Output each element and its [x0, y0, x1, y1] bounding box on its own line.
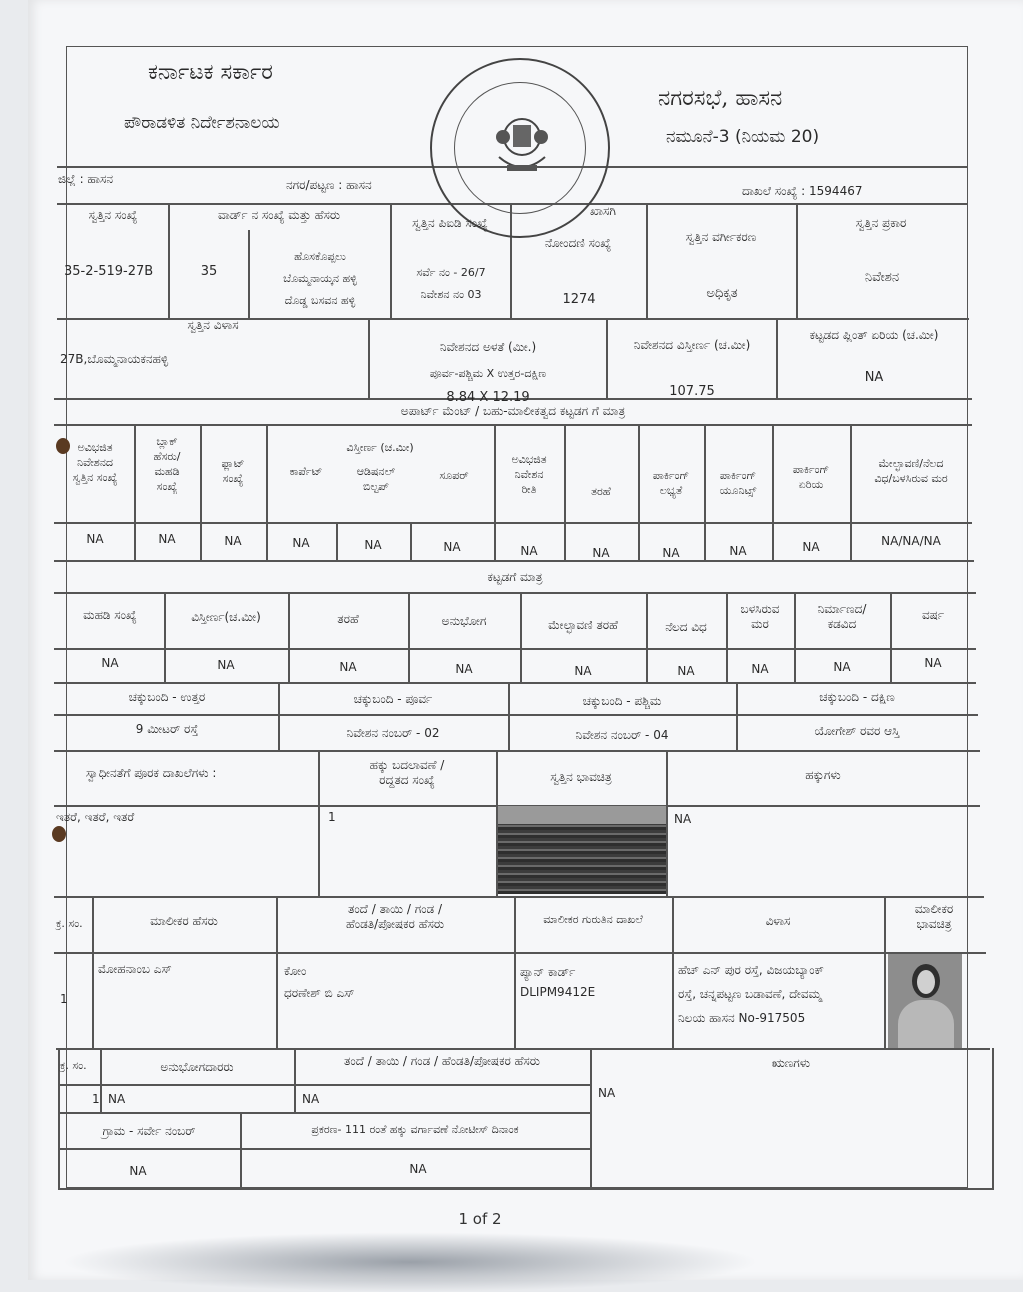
rule [54, 592, 976, 594]
district-label: ಜಿಲ್ಲೆ : ಹಾಸನ [58, 172, 114, 186]
col-header: ಮೇಲ್ಛಾವಣಿ ತರಹೆ [548, 618, 618, 632]
table-cell: NA [101, 656, 119, 670]
rule [992, 1048, 994, 1188]
rule [56, 1048, 990, 1050]
owner-photo [888, 954, 962, 1048]
city-label: ನಗರ/ಪಟ್ಟಣ : ಹಾಸನ [286, 178, 372, 192]
govt-title: ಕರ್ನಾಟಕ ಸರ್ಕಾರ [148, 60, 273, 85]
change-number: 1 [328, 810, 336, 824]
table-cell: NA [592, 546, 610, 560]
rule [58, 1084, 590, 1086]
occupant-name: NA [108, 1092, 126, 1106]
col-header: ಸ್ವತ್ತಿನ ವರ್ಗೀಕರಣ [685, 230, 757, 244]
notice-date: NA [409, 1162, 427, 1176]
table-cell: NA [158, 532, 176, 546]
table-cell: NA [924, 656, 942, 670]
rights-value: NA [674, 812, 692, 826]
boundary-east: ನಿವೇಶನ ನಂಬರ್ - 02 [346, 726, 440, 740]
col-header: ಸ್ವತ್ತಿನ ವಿಳಾಸ [187, 318, 239, 332]
property-number: 35-2-519-27B [64, 264, 154, 279]
liabilities-value: NA [598, 1086, 616, 1100]
site-area: 107.75 [669, 384, 715, 399]
table-cell: NA [339, 660, 357, 674]
punch-hole [52, 826, 66, 842]
rule [54, 424, 972, 426]
plinth-area: NA [864, 370, 884, 385]
col-header: ಸ್ವತ್ತಿನ ಸಂಖ್ಯೆ [88, 208, 138, 222]
official-seal [430, 58, 610, 238]
col-header: ತಂದೆ / ತಾಯಿ / ಗಂಡ / ಹೆಂಡತಿ/ಪೋಷಕರ ಹೆಸರು [345, 902, 445, 931]
table-cell: NA [443, 540, 461, 554]
table-cell: NA [729, 544, 747, 558]
ownership-type: ಖಾಸಗಿ [590, 204, 616, 218]
col-header: ಚಕ್ಕುಬಂದಿ - ಉತ್ತರ [128, 690, 206, 704]
col-header: ಆಡಿಷನಲ್ ಬಿಲ್ಟಪ್ [356, 465, 396, 493]
table-cell: NA [292, 536, 310, 550]
table-cell: NA [86, 532, 104, 546]
property-type: ನಿವೇಶನ [864, 270, 900, 285]
col-header: ಅವಿಭಜಿತ ನಿವೇಶನದ ಸ್ವತ್ತಿನ ಸಂಖ್ಯೆ [72, 441, 118, 484]
table-cell: NA [802, 540, 820, 554]
col-header: ಸ್ವತ್ತಿನ ಪ್ರಕಾರ [855, 216, 907, 230]
col-header: ಮೇಲ್ಛಾವಣಿ/ನೆಲದ ವಿಧ/ಬಳಸಿರುವ ಮರ [874, 457, 948, 485]
supporting-documents: ಇತರೆ, ಇತರೆ, ಇತರೆ [56, 810, 135, 824]
table-cell: NA [520, 544, 538, 558]
table-cell: NA [455, 662, 473, 676]
owner-serial: 1 [60, 992, 68, 1006]
col-header: ನೆಲದ ವಿಧ [665, 620, 707, 634]
col-header: ನೋಂದಣಿ ಸಂಖ್ಯೆ [544, 236, 612, 250]
col-header: ತರಹೆ [337, 612, 359, 626]
page-number: 1 of 2 [458, 1210, 502, 1228]
col-header: ಮಹಡಿ ಸಂಖ್ಯೆ [83, 608, 137, 622]
rule [54, 896, 984, 898]
col-header: ಪಾರ್ಕಿಂಗ್ ಯೂನಿಟ್ಸ್ [719, 469, 757, 497]
col-header: ಮಾಲೀಕರ ಭಾವಚಿತ್ರ [914, 902, 954, 931]
col-header: ಫ್ಲಾಟ್ ಸಂಖ್ಯೆ [221, 457, 245, 485]
form-number: ನಮೂನೆ-3 (ನಿಯಮ 20) [666, 127, 820, 147]
rule [54, 952, 986, 954]
owner-id-document: ಪ್ಯಾನ್ ಕಾರ್ಡ್ DLIPM9412E [520, 965, 596, 999]
section-title: ಅಪಾರ್ಟ್ ಮೆಂಟ್ / ಬಹು-ಮಾಲೀಕತ್ವದ ಕಟ್ಟಡಗ ಗೆ ಮಾತ್ರ [400, 404, 626, 418]
col-header: ತಂದೆ / ತಾಯಿ / ಗಂಡ / ಹೆಂಡತಿ/ಪೋಷಕರ ಹೆಸರು [344, 1054, 540, 1068]
col-header: ಚಕ್ಕುಬಂದಿ - ಪೂರ್ವ [353, 692, 433, 706]
table-cell: NA [751, 662, 769, 676]
col-header: ತರಹೆ [591, 485, 611, 498]
col-header: ವಾರ್ಡ್ ನ ಸಂಖ್ಯೆ ಮತ್ತು ಹೆಸರು [217, 208, 341, 222]
col-header: ಪಾರ್ಕಿಂಗ್ ಲಭ್ಯತೆ [652, 469, 690, 497]
col-header: ನಿವೇಶನದ ವಿಸ್ತೀರ್ಣ (ಚ.ಮೀ) [633, 338, 751, 352]
col-header: ನಿವೇಶನದ ಅಳತೆ (ಮೀ.) [439, 340, 537, 354]
table-cell: NA [217, 658, 235, 672]
rule [368, 318, 370, 398]
dimension-label: ಪೂರ್ವ-ಪಶ್ಚಿಮ X ಉತ್ತರ-ದಕ್ಷಿಣ [429, 367, 547, 380]
boundary-south: ಯೋಗೇಶ್ ರವರ ಆಸ್ತಿ [814, 724, 900, 738]
ward-number: 35 [200, 264, 218, 279]
col-header: ಕ್ರ. ಸಂ. [56, 917, 83, 930]
col-header: ಬಳಸಿರುವ ಮರ [740, 602, 780, 631]
rule [54, 714, 978, 716]
table-cell: NA [662, 546, 680, 560]
owner-name: ಮೋಹನಾಂಬ ಎಸ್ [98, 962, 172, 976]
col-header: ವಿಸ್ತೀರ್ಣ(ಚ.ಮೀ) [191, 610, 261, 624]
seal-inner-ring [454, 82, 586, 214]
occupant-serial: 1 [92, 1092, 100, 1106]
boundary-north: 9 ಮೀಟರ್ ರಸ್ತೆ [135, 722, 199, 736]
occupant-relation: NA [302, 1092, 320, 1106]
property-photo [498, 806, 666, 894]
col-header: ಕಟ್ಟಡದ ಪ್ಲಿಂತ್ ಏರಿಯ (ಚ.ಮೀ) [809, 328, 939, 342]
col-header: ನಿರ್ಮಾಣದ/ ಕಡವಿದ [817, 602, 867, 631]
village-survey-number: NA [129, 1164, 147, 1178]
table-cell: NA/NA/NA [881, 534, 941, 548]
col-header: ವಿಸ್ತೀರ್ಣ (ಚ.ಮೀ) [346, 441, 414, 454]
table-cell: NA [574, 664, 592, 678]
ward-name: ಹೊಸಕೊಪ್ಪಲು ಬೊಮ್ಮನಾಯ್ಕನ ಹಳ್ಳಿ ದೊಡ್ಡ ಬಸವನ ಹಳ್ಳಿ [283, 250, 357, 307]
col-header: ಬ್ಲಾಕ್ ಹೆಸರು/ ಮಹಡಿ ಸಂಖ್ಯೆ [153, 435, 181, 493]
rule [54, 648, 976, 650]
col-header: ಪಾರ್ಕಿಂಗ್ ಏರಿಯ [792, 463, 830, 491]
col-header: ಸೂಪರ್ [439, 469, 469, 482]
col-header: ವಿಳಾಸ [765, 914, 791, 928]
rule [58, 1148, 590, 1150]
col-header: ಗ್ರಾಮ - ಸರ್ವೇ ನಂಬರ್ [102, 1124, 196, 1138]
col-header: ಚಕ್ಕುಬಂದಿ - ಪಶ್ಚಿಮ [582, 694, 662, 708]
col-header: ಕ್ರ. ಸಂ. [60, 1059, 87, 1072]
col-header: ಅವಿಭಜಿತ ನಿವೇಶನ ರೀತಿ [511, 453, 547, 496]
col-header: ಸ್ವಾಧೀನತೆಗೆ ಪೂರಕ ದಾಖಲೆಗಳು : [86, 766, 217, 780]
rule [54, 522, 972, 524]
col-header: ಸ್ವತ್ತಿನ ಭಾವಚಿತ್ರ [550, 770, 612, 784]
col-header: ಅನುಭೋಗದಾರರು [160, 1060, 234, 1074]
col-header: ವರ್ಷ [921, 608, 945, 622]
punch-hole [56, 438, 70, 454]
owner-relation: ಕೋಂ ಧರಣೇಶ್ ಬಿ ಎಸ್ [284, 964, 355, 1000]
site-dimensions: 8.84 X 12.19 [446, 390, 530, 405]
col-header: ಮಾಲೀಕರ ಗುರುತಿನ ದಾಖಲೆ [543, 913, 643, 926]
boundary-west: ನಿವೇಶನ ನಂಬರ್ - 04 [575, 728, 669, 742]
col-header: ಹಕ್ಕುಗಳು [805, 768, 841, 782]
directorate-title: ಪೌರಾಡಳಿತ ನಿರ್ದೇಶನಾಲಯ [124, 113, 280, 133]
col-header: ಕಾರ್ಪೆಟ್ [289, 465, 323, 478]
property-classification: ಅಧಿಕೃತ [706, 286, 738, 301]
rule [100, 1048, 102, 1112]
owner-address: ಹೆಚ್ ಎನ್ ಪುರ ರಸ್ತೆ, ವಿಜಯಬ್ಯಾಂಕ್ ರಸ್ತೆ, ಚನ್ನಪಟ್ಟಣ ಬಡಾವಣೆ, ದೇವಮ್ಮ ನಿಲಯ ಹಾಸನ No-917505 [678, 963, 824, 1025]
col-header: ಅನುಭೋಗ [441, 614, 487, 628]
col-header: ಪ್ರಕರಣ- 111 ರಂತೆ ಹಕ್ಕು ವರ್ಗಾವಣೆ ನೋಟೀಸ್ ದಿನಾಂಕ [311, 1123, 519, 1136]
section-title: ಕಟ್ಟಡಗೆ ಮಾತ್ರ [487, 570, 543, 584]
property-pid: ಸರ್ವೆ ನಂ - 26/7 ನಿವೇಶನ ನಂ 03 [416, 266, 486, 301]
col-header: ಋಣಗಳು [771, 1056, 811, 1070]
table-cell: NA [364, 538, 382, 552]
rule [54, 682, 976, 684]
rule [54, 750, 980, 752]
photo-body [898, 1000, 954, 1048]
shadow [60, 1232, 760, 1292]
state-emblem-icon [487, 107, 557, 187]
rule [58, 1112, 590, 1114]
col-header: ಹಕ್ಕು ಬದಲಾವಣೆ / ರದ್ದತದ ಸಂಖ್ಯೆ [369, 758, 445, 787]
property-address: 27B,ಬೊಮ್ಮನಾಯಕನಹಳ್ಳಿ [60, 352, 169, 366]
photo-face [917, 970, 935, 994]
table-cell: NA [677, 664, 695, 678]
col-header: ಚಕ್ಕುಬಂದಿ - ದಕ್ಷಿಣ [819, 690, 895, 704]
registration-number: 1274 [562, 292, 596, 307]
record-number: ದಾಖಲೆ ಸಂಖ್ಯೆ : 1594467 [742, 184, 863, 198]
table-cell: NA [833, 660, 851, 674]
rule [54, 560, 974, 562]
rule [58, 1188, 994, 1190]
col-header: ಸ್ವತ್ತಿನ ಪಿಐಡಿ ಸಂಖ್ಯೆ [412, 216, 488, 230]
council-title: ನಗರಸಭೆ, ಹಾಸನ [658, 86, 783, 111]
table-cell: NA [224, 534, 242, 548]
col-header: ಮಾಲೀಕರ ಹೆಸರು [150, 914, 218, 928]
